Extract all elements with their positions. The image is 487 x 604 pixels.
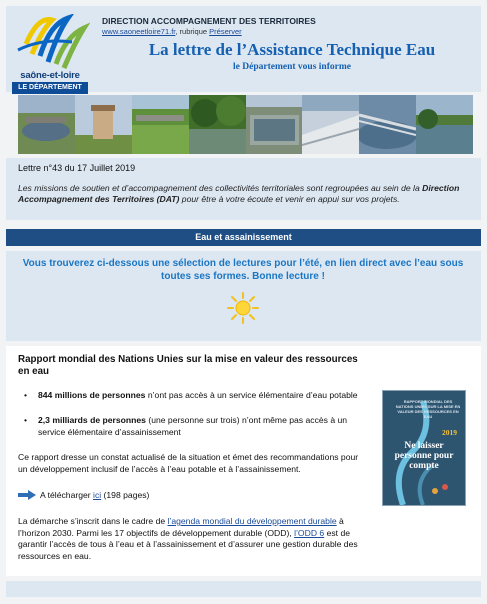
- demarche-part-2: à l’horizon 2030. Parmi les 17 objectifs de développement durable (ODD),: [18, 516, 344, 538]
- photo-lake-landscape: [416, 95, 473, 154]
- article-title: Rapport mondial des Nations Unies sur la mise en valeur des ressources en eau: [18, 354, 358, 377]
- bullet-item: [24, 390, 358, 402]
- report-cover-image[interactable]: [382, 390, 466, 506]
- newsletter-title: La lettre de l’Assistance Technique Eau: [148, 40, 436, 59]
- download-line: [40, 490, 149, 500]
- odd6-link[interactable]: l’ODD 6: [294, 527, 325, 538]
- next-section-strip: [6, 581, 481, 597]
- issue-number: Lettre n°43 du 17 Juillet 2019: [18, 163, 136, 173]
- logo-subtitle: LE DÉPARTEMENT: [12, 82, 88, 94]
- demarche-text: [18, 516, 368, 562]
- site-section-link[interactable]: Préserver: [209, 27, 242, 36]
- bullet-dot-icon: •: [24, 415, 28, 425]
- bullet-item: [24, 415, 358, 438]
- bullet-text: n’ont pas accès à un service élémentaire d’eau potable: [145, 390, 358, 400]
- section-title-bar: Eau et assainissement: [6, 229, 481, 246]
- header: [6, 6, 481, 92]
- photo-dam: [302, 95, 359, 154]
- bullet-bold: 844 millions de personnes: [38, 390, 146, 400]
- logo-mark: [12, 14, 90, 70]
- site-line: [102, 27, 242, 36]
- site-separator: , rubrique: [175, 27, 210, 36]
- photo-wastewater-plant: [18, 95, 75, 154]
- intro-block: [6, 158, 481, 220]
- logo-name: saône-et-loire: [20, 70, 80, 81]
- newsletter-subtitle: le Département vous informe: [233, 62, 351, 72]
- bullet-text: (une personne sur trois) n’ont même pas accès à un service élémentaire d’assainissement: [38, 415, 348, 437]
- cover-year: 2019: [442, 428, 457, 437]
- department-name: DIRECTION ACCOMPAGNEMENT DES TERRITOIRES: [102, 16, 316, 26]
- download-link[interactable]: ici: [93, 490, 102, 500]
- intro-text-dat: Direction Accompagnement des Territoires (DAT): [18, 183, 460, 204]
- download-suffix: (198 pages): [101, 490, 150, 500]
- highlight-text: Vous trouverez ci-dessous une sélection de lectures pour l’été, en lien direct avec l’eau sous toutes ses formes. Bonne lecture !: [22, 258, 464, 282]
- demarche-part-1: La démarche s’inscrit dans le cadre de: [18, 516, 168, 526]
- highlight-box: [6, 251, 481, 341]
- photo-settling-basin: [246, 95, 303, 154]
- intro-text-start: Les missions de soutien et d’accompagnement des collectivités territoriales sont regroupées au sein de la: [18, 183, 423, 193]
- demarche-part-3: est de garantir l’accès de tous à l’eau et à l’assainissement et d’assurer une gestion durable des ressources en eau.: [18, 527, 358, 561]
- department-logo: [10, 14, 92, 94]
- bullet-bold: 2,3 milliards de personnes: [38, 415, 146, 425]
- site-url-link[interactable]: www.saoneetloire71.fr: [102, 27, 176, 36]
- photo-water-treatment-tank: [359, 95, 416, 154]
- bullet-dot-icon: •: [24, 390, 28, 400]
- cover-headline: Ne laisser personne pour compte: [394, 441, 454, 471]
- photo-pond-trees: [189, 95, 246, 154]
- sun-icon: [227, 292, 259, 324]
- photo-reed-bed: [132, 95, 189, 154]
- intro-text: [18, 183, 474, 205]
- download-prefix: A télécharger: [40, 490, 94, 500]
- photo-water-tower: [75, 95, 132, 154]
- arrow-right-icon: [18, 490, 36, 500]
- photo-strip: [18, 95, 473, 154]
- intro-text-end: pour être à votre écoute et venir en appui sur vos projets.: [179, 194, 400, 204]
- report-description: Ce rapport dresse un constat actualisé de la situation et émet des recommandations pour un développement inclusif de l’accès à l’eau potable et à l’assainissement.: [18, 452, 359, 474]
- agenda-link[interactable]: l’agenda mondial du développement durable: [167, 516, 337, 526]
- cover-title: RAPPORT MONDIAL DES NATIONS UNIES SUR LA MISE EN VALEUR DES RESSOURCES EN EAU: [395, 399, 461, 419]
- article-un-report: [6, 346, 481, 576]
